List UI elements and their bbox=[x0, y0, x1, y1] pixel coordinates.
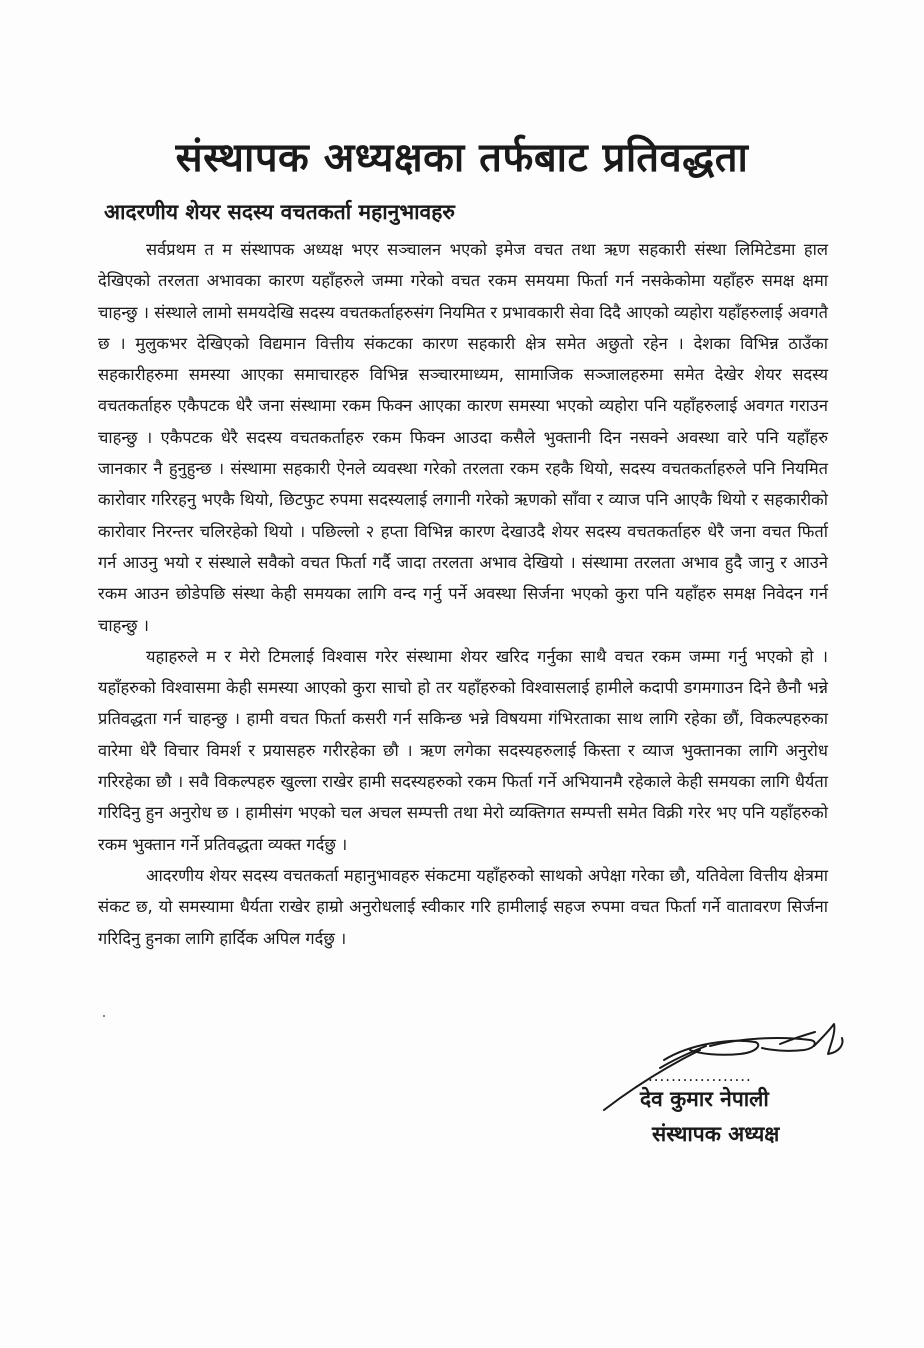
paragraph-commitment: यहाहरुले म र मेरो टिमलाई विश्वास गरेर संस्थामा शेयर खरिद गर्नुका साथै वचत रकम जम्मा गर्नु भएको हो । यहाँहरुको विश्वासमा केही समस्या आएको कुरा साचो हो तर यहाँहरुको विश्वासलाई हामीले कदापी डगमगाउन दिने छैनौ भन्ने प्रतिवद्धता गर्न चाहन्छु । हामी वचत फिर्ता कसरी गर्न सकिन्छ भन्ने विषयमा गंभिरताका साथ लागि रहेका छौं, विकल्पहरुका वारेमा धेरै विचार विमर्श र प्रयासहरु गरीरहेका छौ । ऋण लगेका सदस्यहरुलाई किस्ता र व्याज भुक्तानका लागि अनुरोध गरिरहेका छौ । सवै विकल्पहरु खुल्ला राखेर हामी सदस्यहरुको रकम फिर्ता गर्ने अभियानमै रहेकाले केही समयका लागि धैर्यता गरिदिनु हुन अनुरोध छ । हामीसंग भएको चल अचल सम्पत्ती तथा मेरो व्यक्तिगत सम्पत्ती समेत विक्री गरेर भए पनि यहाँहरुको रकम भुक्तान गर्ने प्रतिवद्धता व्यक्त गर्दछु । bbox=[98, 646, 828, 854]
signature-block bbox=[590, 1010, 850, 1180]
page-title: संस्थापक अध्यक्षका तर्फबाट प्रतिवद्धता bbox=[175, 135, 749, 181]
paragraph-appeal: आदरणीय शेयर सदस्य वचतकर्ता महानुभावहरु संकटमा यहाँहरुको साथको अपेक्षा गरेका छौ, यतिवेला वित्तीय क्षेत्रमा संकट छ, यो समस्यामा धैर्यता राखेर हाम्रो अनुरोधलाई स्वीकार गरि हामीलाई सहज रुपमा वचत फिर्ता गर्ने वातावरण सिर्जना गरिदिनु हुनका लागि हार्दिक अपिल गर्दछु । bbox=[98, 865, 828, 948]
signer-title: संस्थापक अध्यक्ष bbox=[652, 1122, 780, 1146]
margin-mark bbox=[103, 1015, 105, 1017]
letter-body bbox=[98, 234, 828, 954]
signature-line: .................. bbox=[648, 1067, 752, 1085]
signer-name: देव कुमार नेपाली bbox=[640, 1087, 769, 1111]
salutation: आदरणीय शेयर सदस्य वचतकर्ता महानुभावहरु bbox=[104, 200, 455, 224]
paragraph-apology: सर्वप्रथम त म संस्थापक अध्यक्ष भएर सञ्चालन भएको इमेज वचत तथा ऋण सहकारी संस्था लिमिटेडमा हाल देखिएको तरलता अभावका कारण यहाँहरुले जम्मा गरेको वचत रकम समयमा फिर्ता गर्न नसकेकोमा यहाँहरु समक्ष क्षमा चाहन्छु । संस्थाले लामो समयदेखि सदस्य वचतकर्ताहरुसंग नियमित र प्रभावकारी सेवा दिदै आएको व्यहोरा यहाँहरुलाई अवगतै छ । मुलुकभर देखिएको विद्यमान वित्तीय संकटका कारण सहकारी क्षेत्र समेत अछुतो रहेन । देशका विभिन्न ठाउँका सहकारीहरुमा समस्या आएका समाचारहरु विभिन्न सञ्चारमाध्यम, सामाजिक सञ्जालहरुमा समेत देखेर शेयर सदस्य वचतकर्ताहरु एकैपटक धेरै जना संस्थामा रकम फिक्न आएका कारण समस्या भएको व्यहोरा पनि यहाँहरुलाई अवगत गराउन चाहन्छु । एकैपटक धेरै सदस्य वचतकर्ताहरु रकम फिक्न आउदा कसैले भुक्तानी दिन नसक्ने अवस्था वारे पनि यहाँहरु जानकार नै हुनुहुन्छ । संस्थामा सहकारी ऐनले व्यवस्था गरेको तरलता रकम रहकै थियो, सदस्य वचतकर्ताहरुले पनि नियमित कारोवार गरिरहनु भएकै थियो, छिटफुट रुपमा सदस्यलाई लगानी गरेको ऋणको साँवा र व्याज पनि आएकै थियो र सहकारीको कारोवार निरन्तर चलिरहेको थियो । पछिल्लो २ हप्ता विभिन्न कारण देखाउदै शेयर सदस्य वचतकर्ताहरु धेरै जना वचत फिर्ता गर्न आउनु भयो र संस्थाले सवैको वचत फिर्ता गर्दै जादा तरलता अभाव देखियो । संस्थामा तरलता अभाव हुदै जानु र आउने रकम आउन छोडेपछि संस्था केही समयका लागि वन्द गर्नु पर्ने अवस्था सिर्जना भएको कुरा पनि यहाँहरु समक्ष निवेदन गर्न चाहन्छु । bbox=[98, 240, 828, 635]
